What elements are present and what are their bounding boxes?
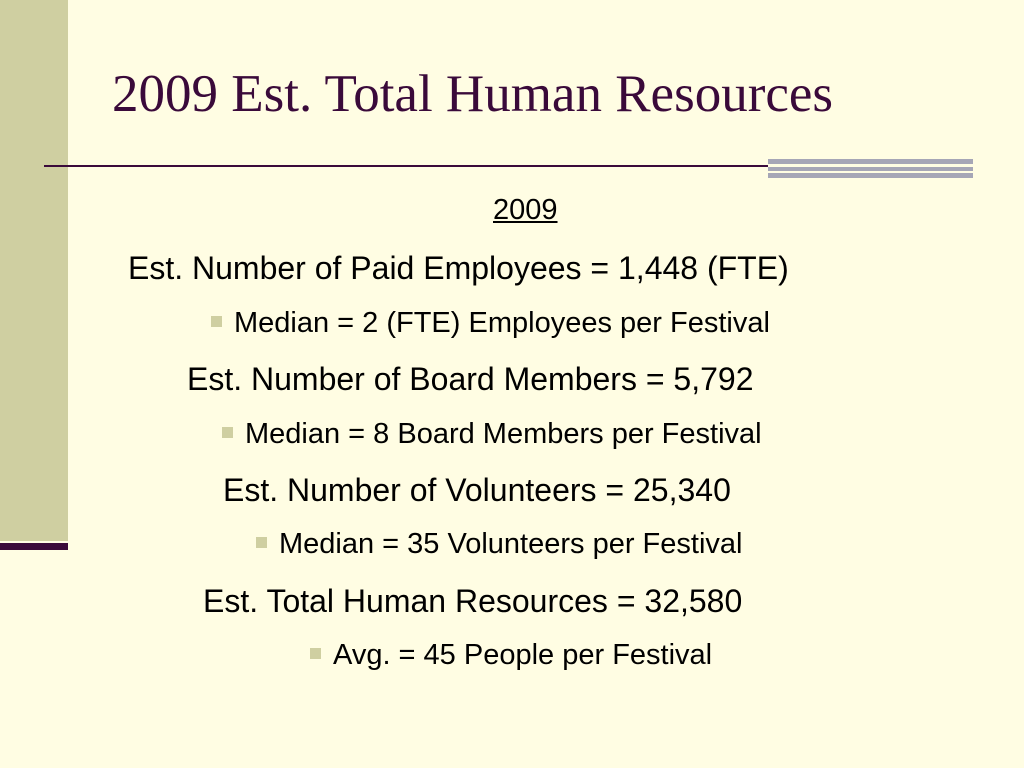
slide-title: 2009 Est. Total Human Resources <box>112 65 834 123</box>
board-members-median <box>222 420 762 449</box>
decor-bar <box>768 159 973 164</box>
left-decor-bar <box>0 0 68 541</box>
board-members-line: Est. Number of Board Members = 5,792 <box>187 361 754 397</box>
square-bullet-icon <box>256 537 267 548</box>
volunteers-line: Est. Number of Volunteers = 25,340 <box>223 472 731 508</box>
square-bullet-icon <box>310 648 321 659</box>
title-divider <box>44 165 768 167</box>
volunteers-median <box>256 530 742 559</box>
bullet-text: Median = 35 Volunteers per Festival <box>279 528 743 560</box>
decor-bar <box>768 173 973 178</box>
bullet-text: Median = 8 Board Members per Festival <box>245 418 762 450</box>
paid-employees-line: Est. Number of Paid Employees = 1,448 (FTE) <box>128 250 789 286</box>
decor-gray-bars <box>768 159 973 179</box>
year-heading: 2009 <box>493 194 558 226</box>
bullet-text: Median = 2 (FTE) Employees per Festival <box>234 307 770 339</box>
bullet-text: Avg. = 45 People per Festival <box>333 639 713 671</box>
total-resources-line: Est. Total Human Resources = 32,580 <box>203 583 743 619</box>
decor-bar <box>768 167 973 171</box>
paid-employees-median <box>211 309 770 338</box>
left-accent-line <box>0 543 68 550</box>
total-resources-average <box>310 641 712 670</box>
square-bullet-icon <box>222 427 233 438</box>
square-bullet-icon <box>211 316 222 327</box>
